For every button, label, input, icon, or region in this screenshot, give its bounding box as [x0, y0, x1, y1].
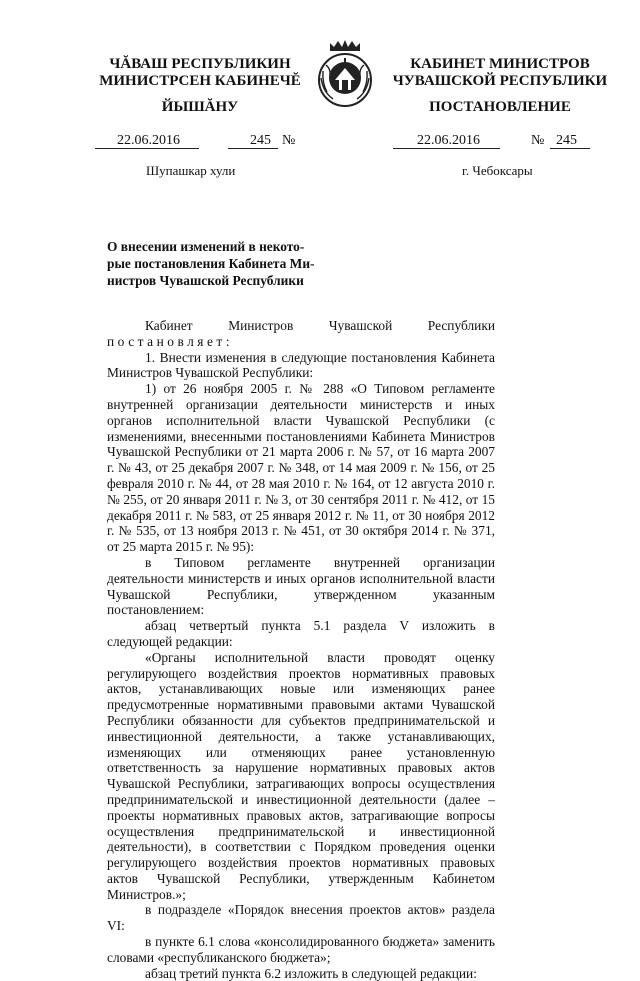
org-name-chuvash-line2: МИНИСТРСЕН КАБИНЕЧĔ — [99, 73, 301, 89]
subject-line3: нистров Чувашской Республики — [107, 273, 304, 288]
org-name-russian-line1: КАБИНЕТ МИНИСТРОВ — [410, 56, 590, 72]
place-russian: г. Чебоксары — [462, 163, 533, 178]
org-name-chuvash-line1: ЧĂВАШ РЕСПУБЛИКИН — [109, 56, 291, 72]
body-paragraph — [107, 318, 495, 350]
date-russian: 22.06.2016 — [417, 133, 480, 148]
body-paragraph: 1. Внести изменения в следующие постановления Кабинета Министров Чувашской Республики: — [107, 349, 495, 381]
body-paragraph: 1) от 26 ноября 2005 г. № 288 «О Типовом регламенте внутренней организации деятельности министерств и иных органов исполнительной власти Чувашской Республики (с изменениями, внесенными постановлениями Кабинета Министров Чувашской Республики от 21 марта 2006 г. № 57, от 16 марта 2007 г. № 43, от 25 декабря 2007 г. № 348, от 14 мая 2009 г. № 156, от 25 февраля 2010 г. № 44, от 28 мая 2010 г. № 164, от 12 августа 2010 г. № 255, от 20 января 2011 г. № 3, от 30 сентября 2011 г. № 412, от 15 декабря 2011 г. № 583, от 25 января 2012 г. № 11, от 30 ноября 2012 г. № 535, от 13 ноября 2013 г. № 451, от 30 октября 2014 г. № 371, от 25 марта 2015 г. № 95): — [107, 381, 495, 555]
number-sign-russian: № — [531, 133, 545, 148]
dateline-chuvash — [95, 133, 305, 149]
body-paragraph: абзац третий пункта 6.2 изложить в следующей редакции: — [145, 965, 477, 981]
body-paragraph: в подразделе «Порядок внесения проектов актов» раздела VI: — [107, 902, 495, 934]
enacting-clause: Кабинет Министров Чувашской Республики — [145, 318, 495, 333]
org-name-russian — [390, 56, 610, 90]
body-paragraph: абзац четвертый пункта 5.1 раздела V изложить в следующей редакции: — [107, 618, 495, 649]
document-body — [107, 318, 495, 981]
org-name-chuvash — [95, 56, 305, 90]
dateline-russian — [393, 133, 593, 149]
place-chuvash: Шупашкар хули — [146, 163, 236, 178]
doc-type-russian: ПОСТАНОВЛЕНИЕ — [429, 99, 571, 115]
date-chuvash: 22.06.2016 — [117, 133, 180, 148]
body-paragraph: в пункте 6.1 слова «консолидированного бюджета» заменить словами «республиканского бюджета»; — [107, 934, 495, 965]
subject-line2: рые постановления Кабинета Ми- — [107, 256, 315, 271]
body-paragraph: в Типовом регламенте внутренней организации деятельности министерств и иных органов исполнительной власти Чувашской Республики, утвержденном указанным постановлением: — [107, 554, 495, 618]
org-name-russian-line2: ЧУВАШСКОЙ РЕСПУБЛИКИ — [392, 73, 608, 89]
subject-line1: О внесении изменений в некото- — [107, 239, 305, 254]
coat-of-arms-icon — [313, 38, 377, 108]
body-paragraph: «Органы исполнительной власти проводят оценку регулирующего воздействия проектов нормативных правовых актов, устанавливающих новые или изменяющих ранее предусмотренные нормативными правовыми актами Чувашской Республики обязанности для субъектов предпринимательской и инвестиционной деятельности, а также устанавливающих, изменяющих или отменяющих ранее установленную ответственность за нарушение нормативных правовых актов Чувашской Республики, затрагивающих вопросы осуществления предпринимательской и инвестиционной деятельности (далее – проекты нормативных правовых актов, затрагивающие вопросы осуществления предпринимательской и инвестиционной деятельности), в соответствии с Порядком проведения оценки регулирующего воздействия проектов нормативных правовых актов Чувашской Республики, утвержденным Кабинетом Министров.»; — [107, 649, 495, 902]
doc-type-chuvash: ЙЫШĂНУ — [161, 99, 239, 115]
number-russian: 245 — [556, 133, 577, 148]
number-sign-chuvash: № — [282, 133, 296, 148]
enacting-word: постановляет: — [107, 333, 233, 349]
number-chuvash: 245 — [250, 133, 271, 148]
document-subject — [107, 238, 337, 289]
